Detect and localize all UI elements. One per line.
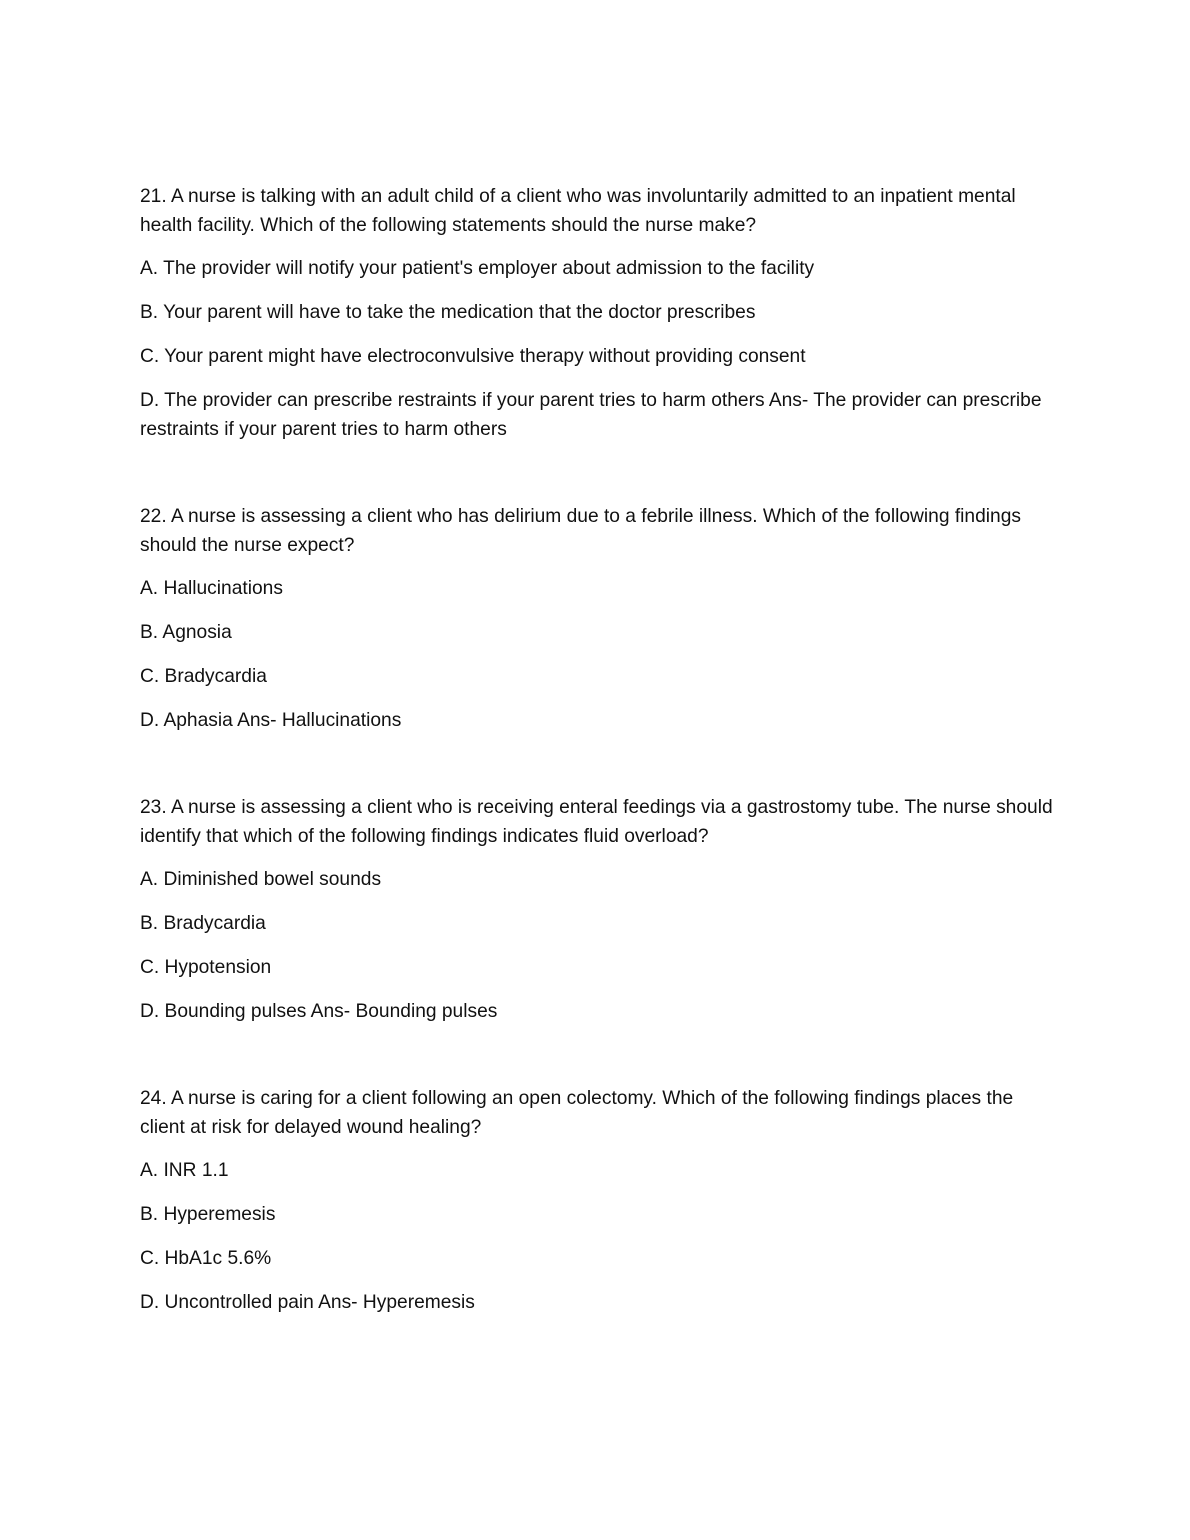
- answer-option-d: D. The provider can prescribe restraints if your parent tries to harm others Ans- The provider can prescribe restraints if your parent tries to harm others: [140, 390, 1042, 440]
- question-stem: 24. A nurse is caring for a client following an open colectomy. Which of the following findings places the client at risk for delayed wound healing?: [140, 1088, 1014, 1138]
- answer-option-d: D. Bounding pulses Ans- Bounding pulses: [140, 1001, 498, 1022]
- answer-option-c: C. Hypotension: [140, 957, 272, 978]
- question-stem: 21. A nurse is talking with an adult child of a client who was involuntarily admitted to an inpatient mental health facility. Which of the following statements should the nurse make?: [140, 186, 1016, 236]
- question-22: [140, 502, 1060, 735]
- answer-option-a: A. The provider will notify your patient's employer about admission to the facility: [140, 258, 815, 279]
- question-stem: 23. A nurse is assessing a client who is receiving enteral feedings via a gastrostomy tube. The nurse should identify that which of the following findings indicates fluid overload?: [140, 797, 1053, 847]
- answer-option-b: B. Hyperemesis: [140, 1204, 276, 1225]
- answer-option-a: A. Diminished bowel sounds: [140, 869, 382, 890]
- answer-option-c: C. Bradycardia: [140, 666, 267, 687]
- question-21: [140, 182, 1060, 444]
- answer-option-a: A. INR 1.1: [140, 1160, 229, 1181]
- answer-option-b: B. Your parent will have to take the medication that the doctor prescribes: [140, 302, 756, 323]
- question-24: [140, 1084, 1060, 1317]
- answer-option-c: C. HbA1c 5.6%: [140, 1248, 272, 1269]
- document-page: [140, 182, 1060, 1332]
- answer-option-d: D. Uncontrolled pain Ans- Hyperemesis: [140, 1292, 475, 1313]
- answer-option-a: A. Hallucinations: [140, 578, 283, 599]
- answer-option-c: C. Your parent might have electroconvulsive therapy without providing consent: [140, 346, 806, 367]
- answer-option-b: B. Bradycardia: [140, 913, 266, 934]
- answer-option-b: B. Agnosia: [140, 622, 232, 643]
- answer-option-d: D. Aphasia Ans- Hallucinations: [140, 710, 402, 731]
- question-stem: 22. A nurse is assessing a client who has delirium due to a febrile illness. Which of the following findings should the nurse expect?: [140, 506, 1021, 556]
- question-23: [140, 793, 1060, 1026]
